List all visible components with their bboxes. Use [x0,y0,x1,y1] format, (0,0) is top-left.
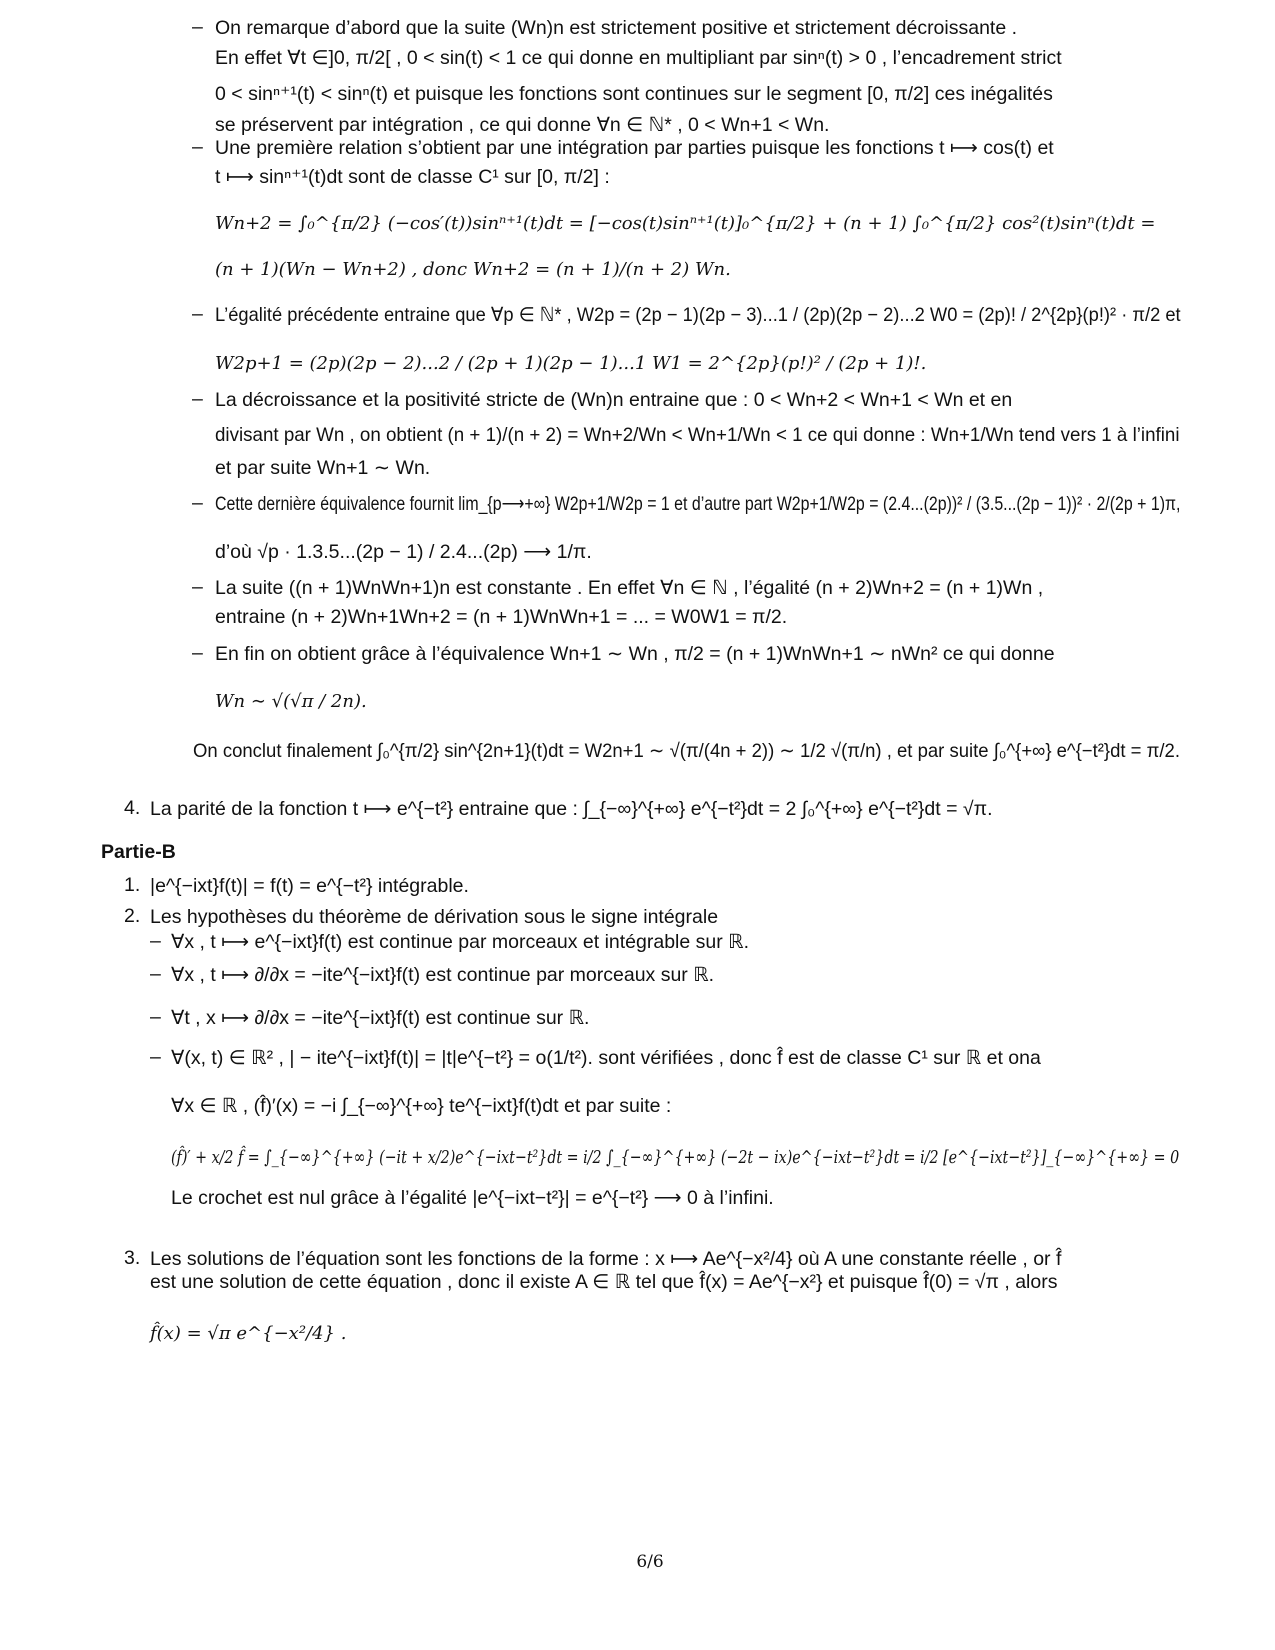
bullet-dash: – [150,1006,161,1028]
text-line: La suite ((n + 1)WnWn+1)n est constante . En effet ∀n ∈ ℕ , l’égalité (n + 2)Wn+2 = (n + 1)Wn , [215,577,1044,599]
section-heading: Partie-B [101,841,176,863]
text-line: ∀x , t ⟼ e^{−ixt}f(t) est continue par morceaux et intégrable sur ℝ. [171,931,750,953]
text-line: est une solution de cette équation , donc il existe A ∈ ℝ tel que f̂(x) = Ae^{−x²} et puisque f̂(0) = √π , alors [150,1271,1058,1293]
text-line: Les solutions de l’équation sont les fonctions de la forme : x ⟼ Ae^{−x²/4} où A une constante réelle , or f̂ [150,1248,1062,1270]
text-line: divisant par Wn , on obtient (n + 1)/(n + 2) = Wn+2/Wn < Wn+1/Wn < 1 ce qui donne : Wn+1/Wn tend vers 1 à l’infini [215,424,1180,446]
bullet-dash: – [150,930,161,952]
bullet-dash: – [150,963,161,985]
bullet-dash: – [192,388,203,410]
formula-line: (f̂)′ + x/2 f̂ = ∫_{−∞}^{+∞} (−it + x/2)e^{−ixt−t²}dt = i/2 ∫_{−∞}^{+∞} (−2t − ix)e^{−ixt−t²}dt = i/2 [e^{−ixt−t²}]_{−∞}^{+∞} = 0 [171,1147,1180,1168]
bullet-dash: – [192,136,203,158]
text-line: |e^{−ixt}f(t)| = f(t) = e^{−t²} intégrable. [150,875,469,897]
formula-line: Wn+2 = ∫₀^{π/2} (−cos′(t))sinⁿ⁺¹(t)dt = [−cos(t)sinⁿ⁺¹(t)]₀^{π/2} + (n + 1) ∫₀^{π/2} cos²(t)sinⁿ(t)dt = [215,213,1156,234]
text-line: ∀t , x ⟼ ∂/∂x = −ite^{−ixt}f(t) est continue sur ℝ. [171,1007,590,1029]
text-line: ∀(x, t) ∈ ℝ² , | − ite^{−ixt}f(t)| = |t|e^{−t²} = o(1/t²). sont vérifiées , donc f̂ est de classe C¹ sur ℝ et ona [171,1047,1041,1069]
formula-line: W2p+1 = (2p)(2p − 2)...2 / (2p + 1)(2p − 1)...1 W1 = 2^{2p}(p!)² / (2p + 1)!. [215,353,927,374]
text-line: entraine (n + 2)Wn+1Wn+2 = (n + 1)WnWn+1 = ... = W0W1 = π/2. [215,606,788,628]
formula-line: (n + 1)(Wn − Wn+2) , donc Wn+2 = (n + 1)/(n + 2) Wn. [215,259,731,280]
text-line: se préservent par intégration , ce qui donne ∀n ∈ ℕ* , 0 < Wn+1 < Wn. [215,114,830,136]
text-line: En fin on obtient grâce à l’équivalence Wn+1 ∼ Wn , π/2 = (n + 1)WnWn+1 ∼ nWn² ce qui donne [215,643,1055,665]
text-line: La parité de la fonction t ⟼ e^{−t²} entraine que : ∫_{−∞}^{+∞} e^{−t²}dt = 2 ∫₀^{+∞} e^{−t²}dt = √π. [150,798,993,820]
bullet-dash: – [192,642,203,664]
formula-line: Wn ∼ √(√π / 2n). [215,691,367,712]
text-line: Le crochet est nul grâce à l’égalité |e^{−ixt−t²}| = e^{−t²} ⟶ 0 à l’infini. [171,1187,774,1209]
bullet-dash: – [192,16,203,38]
text-line: ∀x ∈ ℝ , (f̂)′(x) = −i ∫_{−∞}^{+∞} te^{−ixt}f(t)dt et par suite : [171,1095,672,1117]
text-line: 0 < sinⁿ⁺¹(t) < sinⁿ(t) et puisque les fonctions sont continues sur le segment [0, π/2] ces inégalités [215,83,1053,105]
text-line: On remarque d’abord que la suite (Wn)n est strictement positive et strictement décroissante . [215,17,1018,39]
page-number: 6/6 [636,1552,664,1572]
text-line: La décroissance et la positivité stricte de (Wn)n entraine que : 0 < Wn+2 < Wn+1 < Wn et en [215,389,1013,411]
text-line: Une première relation s’obtient par une intégration par parties puisque les fonctions t ⟼ cos(t) et [215,137,1054,159]
conclusion-line: On conclut finalement ∫₀^{π/2} sin^{2n+1}(t)dt = W2n+1 ∼ √(π/(4n + 2)) ∼ 1/2 √(π/n) , et par suite ∫₀^{+∞} e^{−t²}dt = π/2. [193,740,1180,762]
text-line: et par suite Wn+1 ∼ Wn. [215,457,431,479]
text-line: ∀x , t ⟼ ∂/∂x = −ite^{−ixt}f(t) est continue par morceaux sur ℝ. [171,964,715,986]
item-number: 1. [124,874,141,896]
bullet-dash: – [192,303,203,325]
item-number: 2. [124,905,141,927]
text-line: L’égalité précédente entraine que ∀p ∈ ℕ* , W2p = (2p − 1)(2p − 3)...1 / (2p)(2p − 2)...2 W0 = (2p)! / 2^{2p}(p!)² · π/2 et [215,304,1181,326]
bullet-dash: – [192,492,203,514]
bullet-dash: – [150,1046,161,1068]
text-line: Cette dernière équivalence fournit lim_{p⟶+∞} W2p+1/W2p = 1 et d’autre part W2p+1/W2p = (2.4...(2p))² / (3.5...(2p − 1))² · 2/(2p + 1)π, [215,493,1181,515]
text-line: t ⟼ sinⁿ⁺¹(t)dt sont de classe C¹ sur [0, π/2] : [215,166,610,188]
bullet-dash: – [192,576,203,598]
item-number: 3. [124,1247,141,1269]
formula-line: f̂(x) = √π e^{−x²/4} . [150,1323,347,1344]
text-line: En effet ∀t ∈]0, π/2[ , 0 < sin(t) < 1 ce qui donne en multipliant par sinⁿ(t) > 0 , l’encadrement strict [215,47,1062,69]
item-number: 4. [124,797,141,819]
text-line: Les hypothèses du théorème de dérivation sous le signe intégrale [150,906,719,928]
text-line: d’où √p · 1.3.5...(2p − 1) / 2.4...(2p) ⟶ 1/π. [215,541,592,563]
